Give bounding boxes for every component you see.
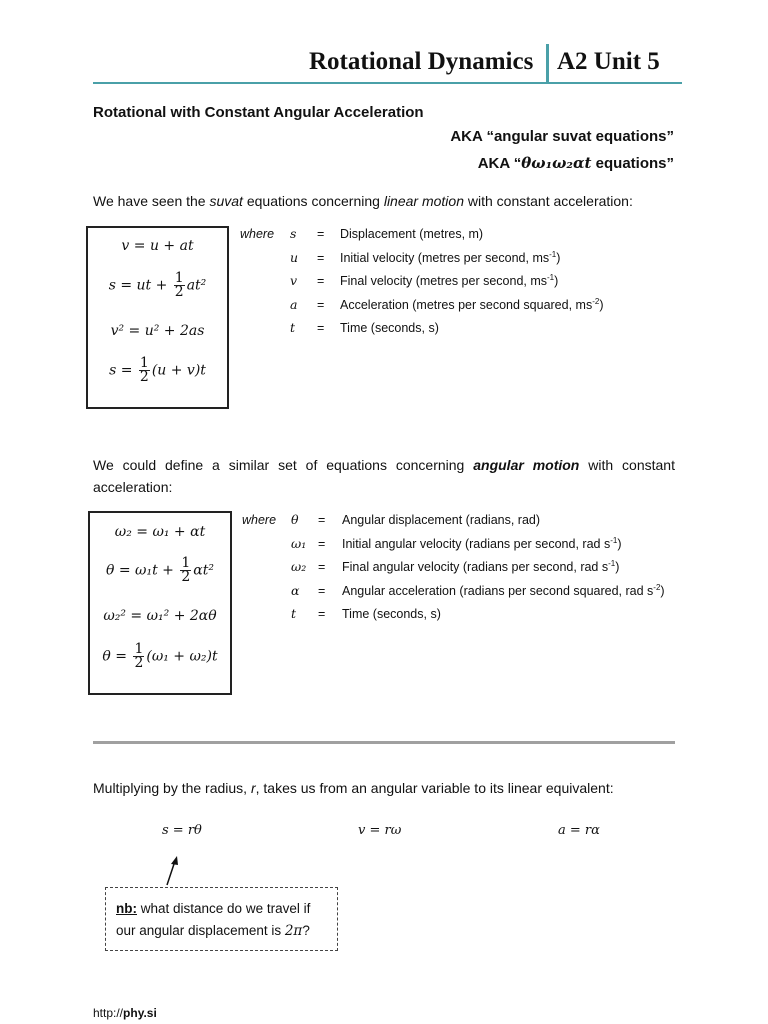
aka2-symbols: θω₁ω₂αt <box>521 154 592 172</box>
eq-v-r-omega: v = rω <box>358 823 402 838</box>
angular-intro-angular-motion: angular motion <box>473 457 580 473</box>
frac-den: 2 <box>174 284 184 300</box>
frac-den: 2 <box>181 569 191 585</box>
linear-equations-box <box>86 226 229 409</box>
frac-num: 1 <box>174 270 184 286</box>
def-unit-exponent: -1 <box>547 272 555 282</box>
def-unit-exponent: -1 <box>608 558 616 568</box>
def-equals: = <box>317 227 325 241</box>
footer-url[interactable] <box>93 1006 157 1020</box>
note-two-pi: 2π <box>284 923 303 939</box>
def-text: Initial velocity (metres per second, ms <box>340 250 550 265</box>
linear-eq-4 <box>88 357 227 384</box>
def-tail: ) <box>556 250 561 265</box>
linear-intro-linear-motion: linear motion <box>383 193 464 209</box>
def-description <box>342 557 619 577</box>
def-symbol: u <box>290 249 299 265</box>
frac-num: 1 <box>181 555 191 571</box>
radius-intro-r: r <box>250 780 256 796</box>
page-title: Rotational Dynamics <box>309 48 534 75</box>
def-equals: = <box>317 250 325 265</box>
linear-eq-2 <box>88 272 227 299</box>
where-label: where <box>240 227 275 241</box>
def-symbol: θ <box>291 512 299 527</box>
angular-intro-line1 <box>93 455 675 476</box>
def-equals: = <box>318 536 326 551</box>
linear-intro-c: equations concerning <box>242 193 384 209</box>
def-equals: = <box>318 607 326 621</box>
def-text: Initial angular velocity (radians per second, rad s <box>342 536 611 551</box>
unit-label: A2 Unit 5 <box>557 48 660 75</box>
frac-den: 2 <box>134 655 144 671</box>
def-description <box>342 604 441 624</box>
def-text: Acceleration (metres per second squared, ms <box>340 297 593 312</box>
def-equals: = <box>318 560 326 574</box>
linear-intro-suvat: suvat <box>209 193 243 209</box>
def-description <box>342 581 665 601</box>
def-symbol: t <box>290 320 296 335</box>
note-label: nb: <box>116 901 137 916</box>
radius-intro <box>93 778 614 799</box>
note-line2-a: our angular displacement is <box>116 923 285 938</box>
angular-eq2-right: αt² <box>193 562 214 579</box>
frac-num: 1 <box>139 355 149 371</box>
def-symbol: ω₁ <box>291 535 307 551</box>
def-description <box>340 318 439 338</box>
def-description <box>340 295 604 315</box>
linear-eq2-right: at² <box>186 277 207 294</box>
def-equals: = <box>317 274 325 288</box>
def-description <box>342 510 540 530</box>
frac-num: 1 <box>134 641 144 657</box>
linear-eq-1: v = u + at <box>121 238 194 254</box>
fraction-half <box>139 357 150 384</box>
angular-eq-1: ω₂ = ω₁ + αt <box>114 524 206 540</box>
linear-intro-a: We have seen the <box>93 193 210 209</box>
linear-eq2-left: s = ut + <box>108 277 172 294</box>
aka-line-1: AKA “angular suvat equations” <box>450 128 674 145</box>
def-equals: = <box>318 513 326 527</box>
def-text: Time (seconds, s) <box>340 321 439 335</box>
def-symbol: s <box>290 226 297 241</box>
where-label: where <box>242 513 277 527</box>
frac-den: 2 <box>139 369 149 385</box>
def-text: Final velocity (metres per second, ms <box>340 274 548 288</box>
fraction-half <box>174 272 185 299</box>
note-line2-c: ? <box>302 923 310 938</box>
def-unit-exponent: -2 <box>592 296 600 306</box>
radius-intro-c: , takes us from an angular variable to its linear equivalent: <box>255 780 614 796</box>
angular-eq-3: ω₂² = ω₁² + 2αθ <box>103 608 217 624</box>
def-tail: ) <box>617 536 622 551</box>
def-description <box>340 224 483 244</box>
note-box <box>105 887 338 951</box>
def-tail: ) <box>615 560 620 574</box>
aka2-suffix: equations” <box>591 155 674 172</box>
fraction-half <box>133 643 144 670</box>
linear-eq-3: v² = u² + 2as <box>110 323 205 339</box>
angular-intro-a: We could define a similar set of equations concerning <box>93 457 474 473</box>
def-text: Time (seconds, s) <box>342 607 441 621</box>
def-symbol: t <box>291 606 297 621</box>
def-tail: ) <box>554 274 559 288</box>
def-description <box>340 248 560 268</box>
def-tail: ) <box>660 583 665 598</box>
arrow-up-icon <box>160 855 184 889</box>
def-tail: ) <box>599 297 604 312</box>
def-equals: = <box>317 297 325 312</box>
note-line1: what distance do we travel if <box>137 901 311 916</box>
def-symbol: α <box>291 582 300 598</box>
def-text: Displacement (metres, m) <box>340 227 484 241</box>
note-text <box>116 898 310 942</box>
def-symbol: a <box>290 296 298 312</box>
angular-eq2-left: θ = ω₁t + <box>106 562 179 579</box>
angular-eq4-left: θ = <box>102 648 132 665</box>
section-divider <box>93 741 675 744</box>
eq-a-r-alpha: a = rα <box>558 823 600 838</box>
footer-prefix: http:// <box>93 1006 124 1020</box>
def-unit-exponent: -1 <box>610 535 618 545</box>
def-symbol: ω₂ <box>291 559 307 574</box>
angular-eq-4 <box>90 643 230 670</box>
linear-eq4-right: (u + v)t <box>151 362 206 379</box>
def-symbol: v <box>290 273 298 288</box>
def-description <box>342 534 622 554</box>
def-unit-exponent: -2 <box>653 582 661 592</box>
angular-equations-box <box>88 511 232 695</box>
radius-intro-a: Multiplying by the radius, <box>93 780 251 796</box>
eq-s-r-theta: s = rθ <box>162 823 202 838</box>
linear-intro <box>93 191 633 212</box>
angular-eq4-right: (ω₁ + ω₂)t <box>146 648 218 665</box>
def-text: Angular displacement (radians, rad) <box>342 513 541 527</box>
angular-intro-c: with constant <box>579 457 675 473</box>
footer-domain: phy.si <box>123 1006 157 1020</box>
linear-eq4-left: s = <box>109 362 137 379</box>
angular-intro-line2: acceleration: <box>93 479 173 495</box>
def-text: Final angular velocity (radians per second, rad s <box>342 560 609 574</box>
def-description <box>340 271 558 291</box>
angular-eq-2 <box>90 557 230 584</box>
fraction-half <box>180 557 191 584</box>
header-rule <box>93 82 682 84</box>
def-unit-exponent: -1 <box>549 249 557 259</box>
header-divider <box>546 44 549 84</box>
def-equals: = <box>317 321 325 335</box>
def-text: Angular acceleration (radians per second squared, rad s <box>342 583 654 598</box>
aka2-prefix: AKA “ <box>477 155 522 172</box>
aka-line-2 <box>478 154 674 172</box>
section-heading: Rotational with Constant Angular Acceleration <box>93 104 424 121</box>
linear-intro-e: with constant acceleration: <box>463 193 633 209</box>
def-equals: = <box>318 583 326 598</box>
